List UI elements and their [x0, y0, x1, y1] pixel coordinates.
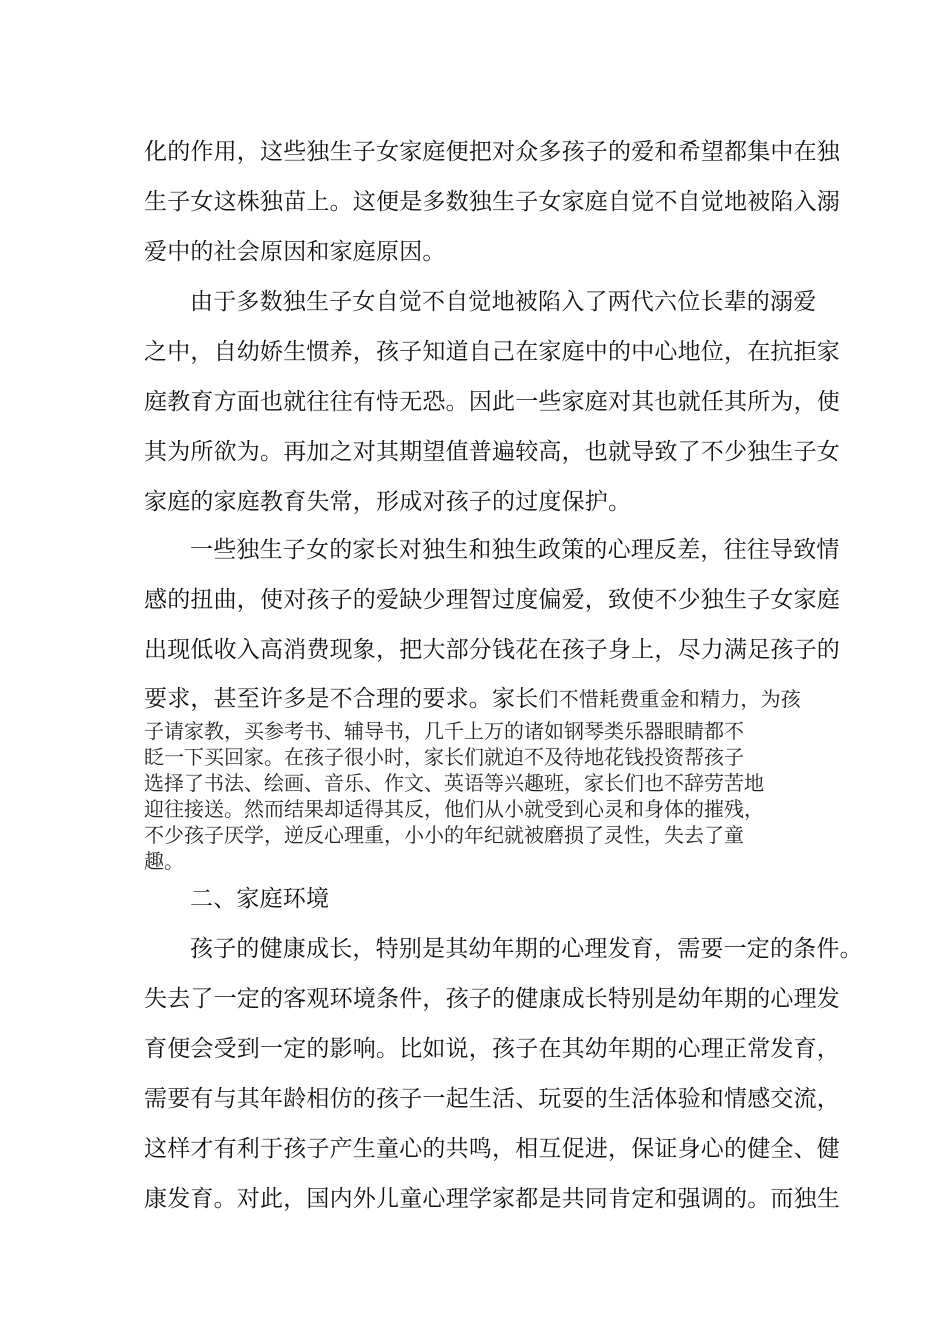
text-line: 生子女这株独苗上。这便是多数独生子女家庭自觉不自觉地被陷入溺 — [144, 189, 840, 215]
text-line: 这样才有利于孩子产生童心的共鸣，相互促进，保证身心的健全、健 — [144, 1136, 840, 1162]
mixed-line-tail: 们不惜耗费重金和精力，为孩 — [538, 687, 802, 711]
text-line: 失去了一定的客观环境条件，孩子的健康成长特别是幼年期的心理发 — [144, 986, 840, 1012]
text-line: 庭教育方面也就往往有恃无恐。因此一些家庭对其也就任其所为，使 — [144, 389, 840, 415]
text-line: 之中，自幼娇生惯养，孩子知道自己在家庭中的中心地位，在抗拒家 — [144, 339, 840, 365]
text-line: 康发育。对此，国内外儿童心理学家都是共同肯定和强调的。而独生 — [144, 1186, 840, 1212]
text-line: 由于多数独生子女自觉不自觉地被陷入了两代六位长辈的溺爱 — [190, 289, 817, 315]
text-line: 化的作用，这些独生子女家庭便把对众多孩子的爱和希望都集中在独 — [144, 139, 840, 165]
text-line: 爱中的社会原因和家庭原因。 — [144, 239, 446, 265]
text-line: 选择了书法、绘画、音乐、作文、英语等兴趣班，家长们也不辞劳苦地 — [144, 771, 764, 795]
text-line: 出现低收入高消费现象，把大部分钱花在孩子身上，尽力满足孩子的 — [144, 637, 840, 663]
text-line: 感的扭曲，使对孩子的爱缺少理智过度偏爱，致使不少独生子女家庭 — [144, 587, 840, 613]
section-heading: 二、家庭环境 — [190, 886, 330, 912]
text-line: 需要有与其年龄相仿的孩子一起生活、玩耍的生活体验和情感交流， — [144, 1086, 840, 1112]
text-line: 趣。 — [144, 849, 184, 873]
text-line: 一些独生子女的家长对独生和独生政策的心理反差，往往导致情 — [190, 537, 840, 563]
mixed-text-line — [144, 684, 801, 714]
text-line: 不少孩子厌学，逆反心理重，小小的年纪就被磨损了灵性，失去了童 — [144, 823, 744, 847]
text-line: 迎往接送。然而结果却适得其反，他们从小就受到心灵和身体的摧残， — [144, 797, 764, 821]
text-line: 育便会受到一定的影响。比如说，孩子在其幼年期的心理正常发育， — [144, 1036, 840, 1062]
text-line: 孩子的健康成长，特别是其幼年期的心理发育，需要一定的条件。 — [190, 936, 863, 962]
text-line: 家庭的家庭教育失常，形成对孩子的过度保护。 — [144, 489, 632, 515]
mixed-line-head: 要求，甚至许多是不合理的要求。家长 — [144, 686, 539, 712]
text-line: 其为所欲为。再加之对其期望值普遍较高，也就导致了不少独生子女 — [144, 439, 840, 465]
text-line: 子请家教，买参考书、辅导书，几千上万的诸如钢琴类乐器眼睛都不 — [144, 719, 744, 743]
text-line: 眨一下买回家。在孩子很小时，家长们就迫不及待地花钱投资帮孩子 — [144, 745, 744, 769]
